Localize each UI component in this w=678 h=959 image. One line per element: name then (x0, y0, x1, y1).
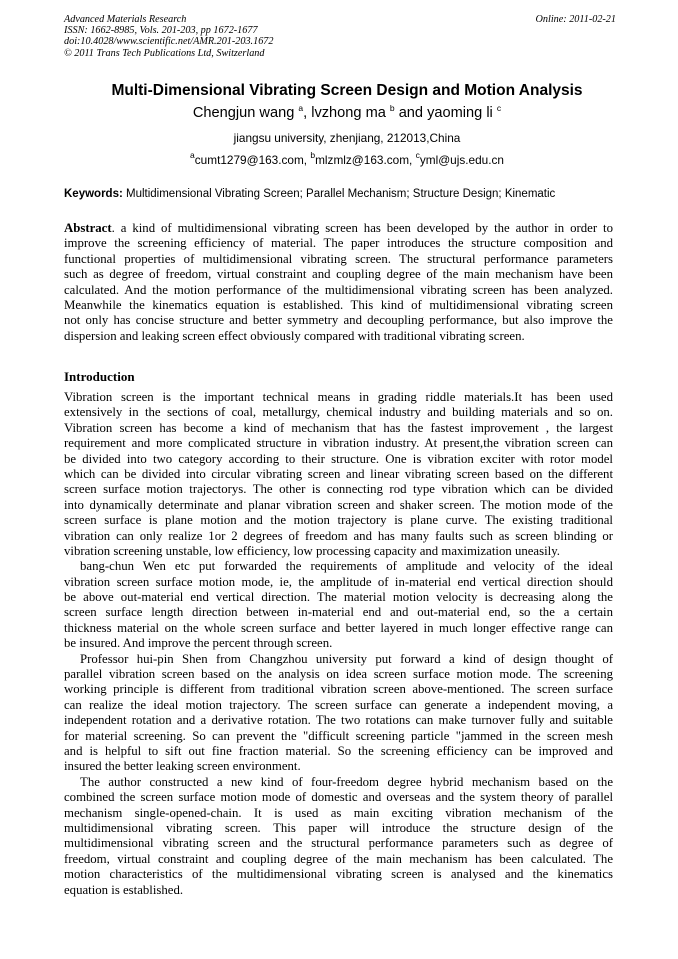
intro-line: be above out-material end vertical direction. The material motion velocity is decreasing along the (64, 590, 613, 605)
author-3-mark: c (496, 103, 502, 113)
intro-line: mechanism single-opened-chain. It is used as main exciting vibration mechanism of the (64, 805, 613, 820)
intro-line: screen surface length direction between in-material end and out-material end, so the a certain (64, 605, 613, 620)
intro-line: vibration can only realize 1or 2 degrees of freedom and has many faults such as screen blinding or (64, 528, 613, 543)
author-2: , lvzhong ma (303, 105, 390, 121)
online-date: Online: 2011-02-21 (535, 14, 616, 25)
issn-line: ISSN: 1662-8985, Vols. 201-203, pp 1672-1677 (64, 25, 258, 37)
author-1: Chengjun wang (192, 105, 299, 121)
abstract-first-line: . a kind of multidimensional vibrating screen has been developed by the author in order to (111, 221, 613, 235)
intro-line: working principle is different from traditional vibration screen above-mentioned. The screen surface (64, 682, 613, 697)
copyright-line: © 2011 Trans Tech Publications Ltd, Switzerland (64, 47, 265, 59)
intro-line: independent rotation and a derivative rotation. The two rotations can make turnover fully and suitable (64, 713, 613, 728)
abstract (64, 221, 613, 344)
intro-line: screen surface motion trajectorys. The other is connecting rod type vibration which can be divided (64, 482, 613, 497)
intro-line: combined the screen surface motion mode of domestic and overseas and the system theory of parallel (64, 790, 613, 805)
intro-line: and is helpful to sift out fine fraction material. So the screening efficiency can be improved and (64, 743, 613, 758)
paper-title: Multi-Dimensional Vibrating Screen Design and Motion Analysis (111, 82, 583, 99)
intro-line: The author constructed a new kind of four-freedom degree hybrid mechanism based on the (80, 774, 613, 789)
email-c: yml@ujs.edu.cn (419, 153, 504, 167)
abstract-line: such as degree of freedom, virtual constraint and coupling degree of the main mechanism have been (64, 267, 613, 282)
intro-line: Vibration screen has become a kind of mechanism that has the fastest improvement , the largest (64, 420, 613, 435)
email-a-mark: a (190, 150, 195, 160)
intro-line: screen surface is plane motion and the motion trajectory is plane curve. The existing traditional (64, 513, 613, 528)
email-c-mark: c (415, 150, 420, 160)
intro-line: can realize the ideal motion trajectory. The screen surface can generate a independent moving, a (64, 697, 613, 712)
abstract-line: improve the screening efficiency of material. The paper introduces the structure composition and (64, 236, 613, 251)
intro-line: multidimensional vibrating screen. This paper will introduce the structure design of the (64, 820, 613, 835)
author-2-mark: b (389, 103, 395, 113)
intro-line: Vibration screen is the important technical means in grading riddle materials.It has been used (64, 390, 613, 404)
introduction-body (64, 390, 613, 898)
intro-line: be insured. And improve the percent through screen. (64, 636, 333, 651)
intro-line: requirement and more complicated structure in vibration industry. At present,the vibration screen can (64, 436, 613, 451)
intro-line: freedom, virtual constraint and coupling degree of the main mechanism has been calculated. The (64, 851, 613, 866)
abstract-line: functional properties of multidimensional vibrating screen. The structural performance parameters (64, 251, 613, 266)
intro-line: motion characteristics of the multidimensional vibrating screen is analysed and the kinematics (64, 867, 613, 882)
author-1-mark: a (298, 103, 304, 113)
email-a: cumt1279@163.com, (194, 153, 311, 167)
keywords-text: Multidimensional Vibrating Screen; Parallel Mechanism; Structure Design; Kinematic (122, 188, 556, 200)
abstract-label: Abstract (64, 221, 112, 235)
doi-line: doi:10.4028/www.scientific.net/AMR.201-203.1672 (64, 36, 274, 48)
intro-line: Professor hui-pin Shen from Changzhou university put forward a kind of design thought of (80, 651, 613, 666)
journal-name: Advanced Materials Research (64, 14, 187, 25)
intro-line: equation is established. (64, 882, 184, 897)
email-b-mark: b (310, 150, 316, 160)
intro-line: bang-chun Wen etc put forwarded the requirements of amplitude and velocity of the ideal (80, 559, 613, 574)
intro-line: vibration screening unstable, low efficiency, low processing capacity and maximization uneasily. (64, 543, 560, 558)
abstract-line: calculated. And the motion performance of the multidimensional vibrating screen has been analyzed. (64, 282, 613, 297)
abstract-line: not only has concise structure and better symmetry and decoupling performance, but also improve the (64, 313, 613, 328)
intro-line: into dynamically determinate and planar vibration screen and shaker screen. The motion mode of the (64, 497, 613, 512)
section-heading-introduction: Introduction (64, 369, 135, 384)
author-list (64, 104, 630, 122)
email-list (64, 150, 630, 167)
affiliation: jiangsu university, zhenjiang, 212013,China (233, 131, 461, 145)
email-b: mlzmlz@163.com, (315, 153, 416, 167)
intro-line: multidimensional vibrating screen and the structural performance parameters such as degree of (64, 836, 613, 851)
author-3: and yaoming li (394, 105, 497, 121)
intro-line: insured the better leaking screen environment. (64, 759, 301, 774)
keywords-label: Keywords: (64, 188, 123, 200)
intro-line: for material screening. So can prevent the "difficult screening particle "jammed in the screen mesh (64, 728, 613, 743)
abstract-line: Meanwhile the kinematics equation is established. This kind of multidimensional vibrating screen (64, 297, 613, 312)
keywords (64, 187, 624, 201)
intro-line: be divided into two category according to their structure. One is vibration exciter with rotor model (64, 451, 613, 466)
abstract-line: dispersion and leaking screen effect obviously compared with traditional vibrating screen. (64, 328, 525, 343)
journal-header (64, 14, 616, 59)
intro-line: which can be divided into circular vibrating screen and linear vibrating screen based on the different (64, 466, 613, 481)
intro-line: vibration screen surface motion mode, ie, the amplitude of in-material end vertical direction should (64, 574, 613, 589)
intro-line: extensively in the sections of coal, metallurgy, chemical industry and building materials and so on. (64, 405, 613, 420)
intro-line: parallel vibration screen based on the analysis on idea screen surface motion mode. The screening (64, 667, 613, 682)
intro-line: thickness material on the whole screen surface and better layered in much longer effective range can (64, 620, 613, 635)
abstract-line (64, 221, 613, 236)
